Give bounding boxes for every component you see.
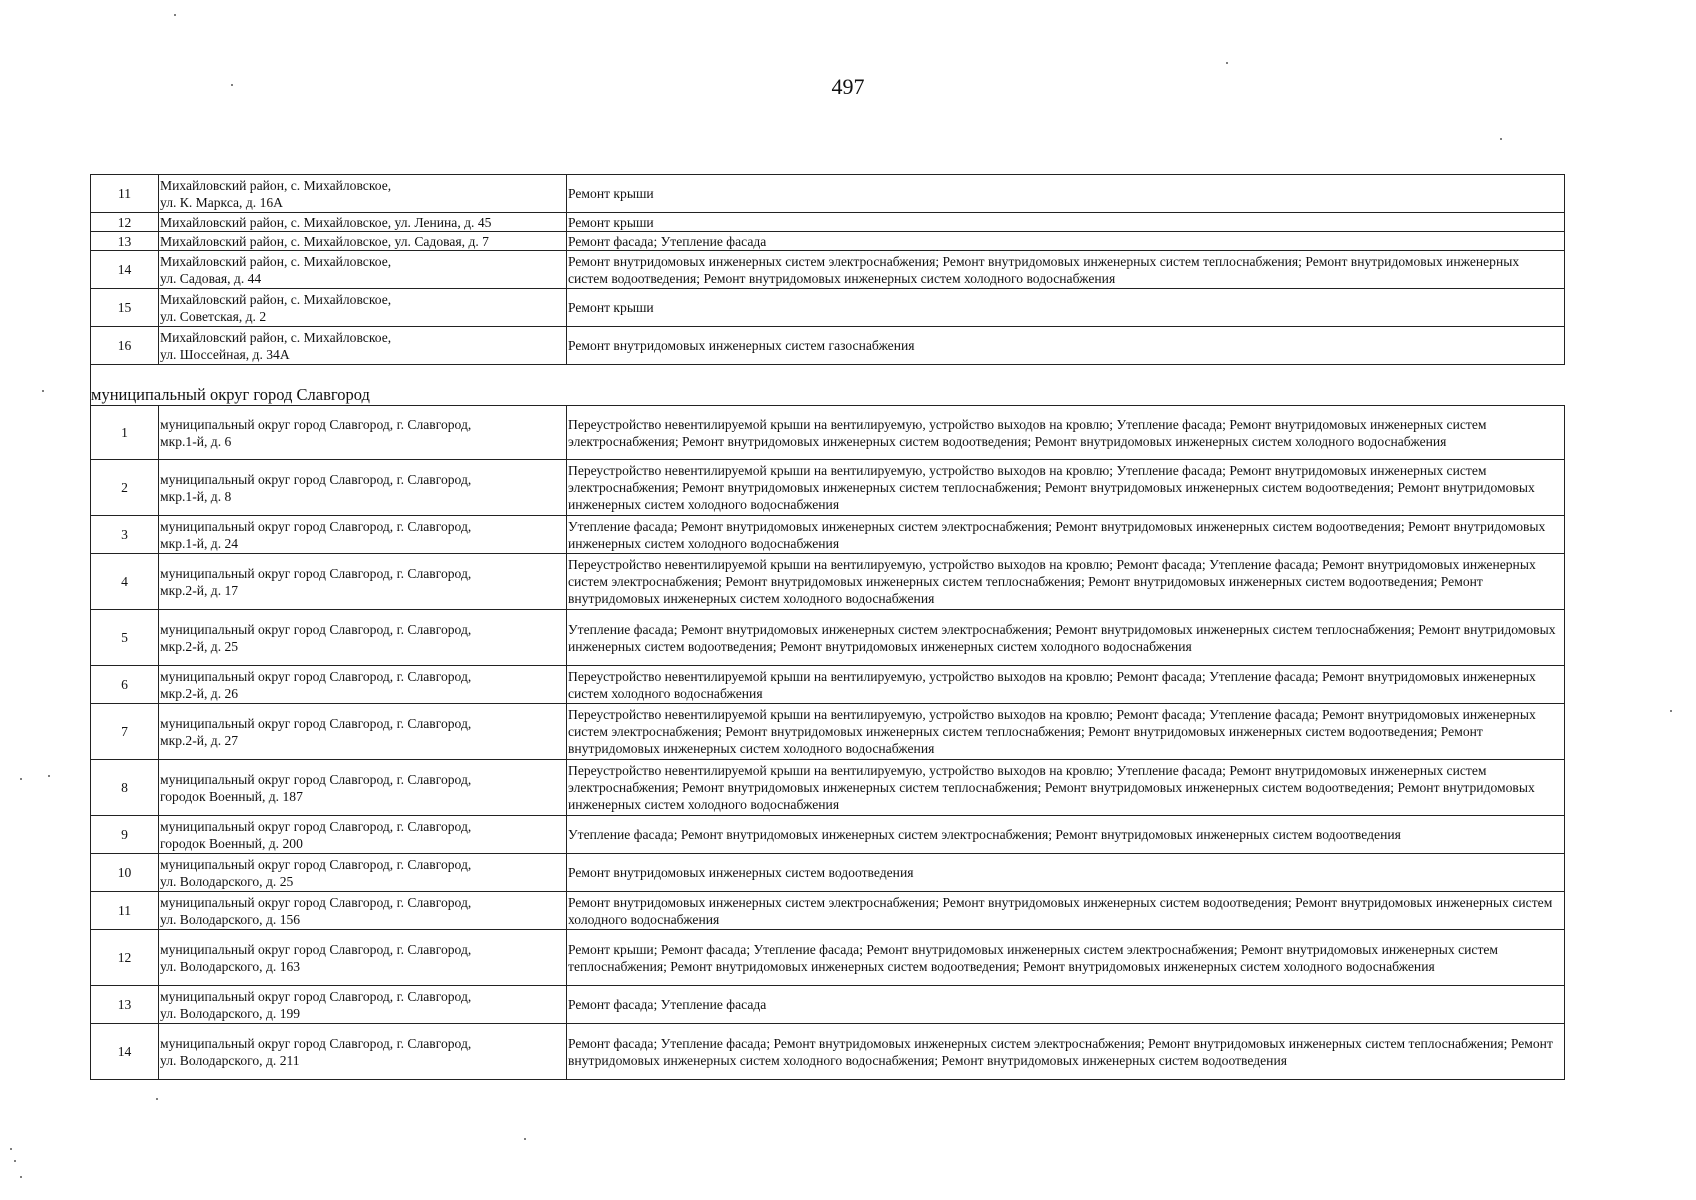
row-address: муниципальный округ город Славгород, г. Славгород, мкр.2-й, д. 25 [159, 610, 567, 666]
table-row [91, 816, 1565, 854]
row-work-types: Ремонт крыши [567, 175, 1565, 213]
row-address: Михайловский район, с. Михайловское, ул. Садовая, д. 7 [159, 232, 567, 251]
row-number: 11 [91, 892, 159, 930]
row-number: 13 [91, 232, 159, 251]
row-number: 8 [91, 760, 159, 816]
row-address: муниципальный округ город Славгород, г. Славгород, городок Военный, д. 187 [159, 760, 567, 816]
row-work-types: Ремонт фасада; Утепление фасада; Ремонт внутридомовых инженерных систем электроснабжения; Ремонт внутридомовых инженерных систем теплоснабжения; Ремонт внутридомовых инженерных систем холодного водоснабжения; Ремонт внутридомовых инженерных систем водоотведения [567, 1024, 1565, 1080]
table-row [91, 232, 1565, 251]
row-work-types: Ремонт крыши [567, 289, 1565, 327]
row-number: 16 [91, 327, 159, 365]
scan-speck [14, 1160, 16, 1162]
group2-body [91, 406, 1565, 1080]
row-address: Михайловский район, с. Михайловское, ул. К. Маркса, д. 16А [159, 175, 567, 213]
row-work-types: Ремонт внутридомовых инженерных систем электроснабжения; Ремонт внутридомовых инженерных систем водоотведения; Ремонт внутридомовых инженерных систем холодного водоснабжения [567, 892, 1565, 930]
row-number: 12 [91, 213, 159, 232]
row-number: 14 [91, 251, 159, 289]
row-work-types: Ремонт фасада; Утепление фасада [567, 986, 1565, 1024]
section-body [91, 365, 1565, 406]
page-number: 497 [831, 74, 865, 99]
row-number: 13 [91, 986, 159, 1024]
table-row [91, 289, 1565, 327]
table-row [91, 251, 1565, 289]
row-address: муниципальный округ город Славгород, г. Славгород, мкр.1-й, д. 6 [159, 406, 567, 460]
scan-speck [20, 778, 22, 780]
row-number: 1 [91, 406, 159, 460]
row-number: 15 [91, 289, 159, 327]
section-title: муниципальный округ город Славгород [91, 365, 1565, 406]
scan-speck [10, 1148, 12, 1150]
row-number: 5 [91, 610, 159, 666]
scan-speck [231, 84, 233, 86]
table-row [91, 892, 1565, 930]
row-work-types: Переустройство невентилируемой крыши на вентилируемую, устройство выходов на кровлю; Ремонт фасада; Утепление фасада; Ремонт внутридомовых инженерных систем электроснабжения; Ремонт внутридомовых инженерных систем теплоснабжения; Ремонт внутридомовых инженерных систем водоотведения; Ремонт внутридомовых инженерных систем холодного водоснабжения [567, 554, 1565, 610]
group1-body [91, 175, 1565, 365]
row-work-types: Переустройство невентилируемой крыши на вентилируемую, устройство выходов на кровлю; Утепление фасада; Ремонт внутридомовых инженерных систем электроснабжения; Ремонт внутридомовых инженерных систем водоотведения; Ремонт внутридомовых инженерных систем холодного водоснабжения [567, 406, 1565, 460]
scan-speck [174, 14, 176, 16]
row-address: муниципальный округ город Славгород, г. Славгород, мкр.2-й, д. 26 [159, 666, 567, 704]
scan-speck [1226, 62, 1228, 64]
table-row [91, 986, 1565, 1024]
row-address: муниципальный округ город Славгород, г. Славгород, ул. Володарского, д. 211 [159, 1024, 567, 1080]
section-header-row [91, 365, 1565, 406]
row-address: муниципальный округ город Славгород, г. Славгород, ул. Володарского, д. 163 [159, 930, 567, 986]
row-number: 7 [91, 704, 159, 760]
row-address: муниципальный округ город Славгород, г. Славгород, мкр.2-й, д. 27 [159, 704, 567, 760]
row-work-types: Ремонт внутридомовых инженерных систем электроснабжения; Ремонт внутридомовых инженерных систем теплоснабжения; Ремонт внутридомовых инженерных систем водоотведения; Ремонт внутридомовых инженерных систем холодного водоснабжения [567, 251, 1565, 289]
row-number: 3 [91, 516, 159, 554]
row-work-types: Переустройство невентилируемой крыши на вентилируемую, устройство выходов на кровлю; Утепление фасада; Ремонт внутридомовых инженерных систем электроснабжения; Ремонт внутридомовых инженерных систем теплоснабжения; Ремонт внутридомовых инженерных систем водоотведения; Ремонт внутридомовых инженерных систем холодного водоснабжения [567, 460, 1565, 516]
table-row [91, 854, 1565, 892]
row-number: 14 [91, 1024, 159, 1080]
row-address: муниципальный округ город Славгород, г. Славгород, мкр.2-й, д. 17 [159, 554, 567, 610]
scan-speck [156, 1098, 158, 1100]
row-address: муниципальный округ город Славгород, г. Славгород, ул. Володарского, д. 25 [159, 854, 567, 892]
table-row [91, 760, 1565, 816]
scan-speck [42, 390, 44, 392]
table-row [91, 406, 1565, 460]
scan-speck [20, 1176, 22, 1178]
row-number: 2 [91, 460, 159, 516]
row-work-types: Ремонт фасада; Утепление фасада [567, 232, 1565, 251]
row-work-types: Ремонт крыши; Ремонт фасада; Утепление фасада; Ремонт внутридомовых инженерных систем электроснабжения; Ремонт внутридомовых инженерных систем теплоснабжения; Ремонт внутридомовых инженерных систем водоотведения; Ремонт внутридомовых инженерных систем холодного водоснабжения [567, 930, 1565, 986]
scan-speck [524, 1138, 526, 1140]
table-row [91, 460, 1565, 516]
row-address: Михайловский район, с. Михайловское, ул. Ленина, д. 45 [159, 213, 567, 232]
row-work-types: Переустройство невентилируемой крыши на вентилируемую, устройство выходов на кровлю; Утепление фасада; Ремонт внутридомовых инженерных систем электроснабжения; Ремонт внутридомовых инженерных систем теплоснабжения; Ремонт внутридомовых инженерных систем водоотведения; Ремонт внутридомовых инженерных систем холодного водоснабжения [567, 760, 1565, 816]
row-address: Михайловский район, с. Михайловское, ул. Шоссейная, д. 34А [159, 327, 567, 365]
row-address: муниципальный округ город Славгород, г. Славгород, ул. Володарского, д. 156 [159, 892, 567, 930]
row-address: Михайловский район, с. Михайловское, ул. Советская, д. 2 [159, 289, 567, 327]
row-address: муниципальный округ город Славгород, г. Славгород, мкр.1-й, д. 24 [159, 516, 567, 554]
scan-speck [1500, 138, 1502, 140]
table-row [91, 610, 1565, 666]
row-work-types: Переустройство невентилируемой крыши на вентилируемую, устройство выходов на кровлю; Ремонт фасада; Утепление фасада; Ремонт внутридомовых инженерных систем электроснабжения; Ремонт внутридомовых инженерных систем теплоснабжения; Ремонт внутридомовых инженерных систем водоотведения; Ремонт внутридомовых инженерных систем холодного водоснабжения [567, 704, 1565, 760]
row-number: 4 [91, 554, 159, 610]
row-number: 6 [91, 666, 159, 704]
row-number: 11 [91, 175, 159, 213]
table-row [91, 704, 1565, 760]
table-row [91, 666, 1565, 704]
row-work-types: Утепление фасада; Ремонт внутридомовых инженерных систем электроснабжения; Ремонт внутридомовых инженерных систем водоотведения [567, 816, 1565, 854]
row-address: муниципальный округ город Славгород, г. Славгород, ул. Володарского, д. 199 [159, 986, 567, 1024]
row-work-types: Утепление фасада; Ремонт внутридомовых инженерных систем электроснабжения; Ремонт внутридомовых инженерных систем теплоснабжения; Ремонт внутридомовых инженерных систем водоотведения; Ремонт внутридомовых инженерных систем холодного водоснабжения [567, 610, 1565, 666]
row-work-types: Переустройство невентилируемой крыши на вентилируемую, устройство выходов на кровлю; Ремонт фасада; Утепление фасада; Ремонт внутридомовых инженерных систем холодного водоснабжения [567, 666, 1565, 704]
row-work-types: Ремонт крыши [567, 213, 1565, 232]
row-number: 9 [91, 816, 159, 854]
scan-speck [48, 775, 50, 777]
table-row [91, 516, 1565, 554]
row-address: муниципальный округ город Славгород, г. Славгород, городок Военный, д. 200 [159, 816, 567, 854]
row-work-types: Ремонт внутридомовых инженерных систем газоснабжения [567, 327, 1565, 365]
row-number: 12 [91, 930, 159, 986]
works-table [90, 174, 1565, 1080]
row-work-types: Утепление фасада; Ремонт внутридомовых инженерных систем электроснабжения; Ремонт внутридомовых инженерных систем водоотведения; Ремонт внутридомовых инженерных систем холодного водоснабжения [567, 516, 1565, 554]
table-row [91, 930, 1565, 986]
row-address: муниципальный округ город Славгород, г. Славгород, мкр.1-й, д. 8 [159, 460, 567, 516]
row-number: 10 [91, 854, 159, 892]
table-row [91, 327, 1565, 365]
table-row [91, 175, 1565, 213]
table-row [91, 554, 1565, 610]
scan-speck [1670, 710, 1672, 712]
row-work-types: Ремонт внутридомовых инженерных систем водоотведения [567, 854, 1565, 892]
row-address: Михайловский район, с. Михайловское, ул. Садовая, д. 44 [159, 251, 567, 289]
table-row [91, 1024, 1565, 1080]
table-row [91, 213, 1565, 232]
